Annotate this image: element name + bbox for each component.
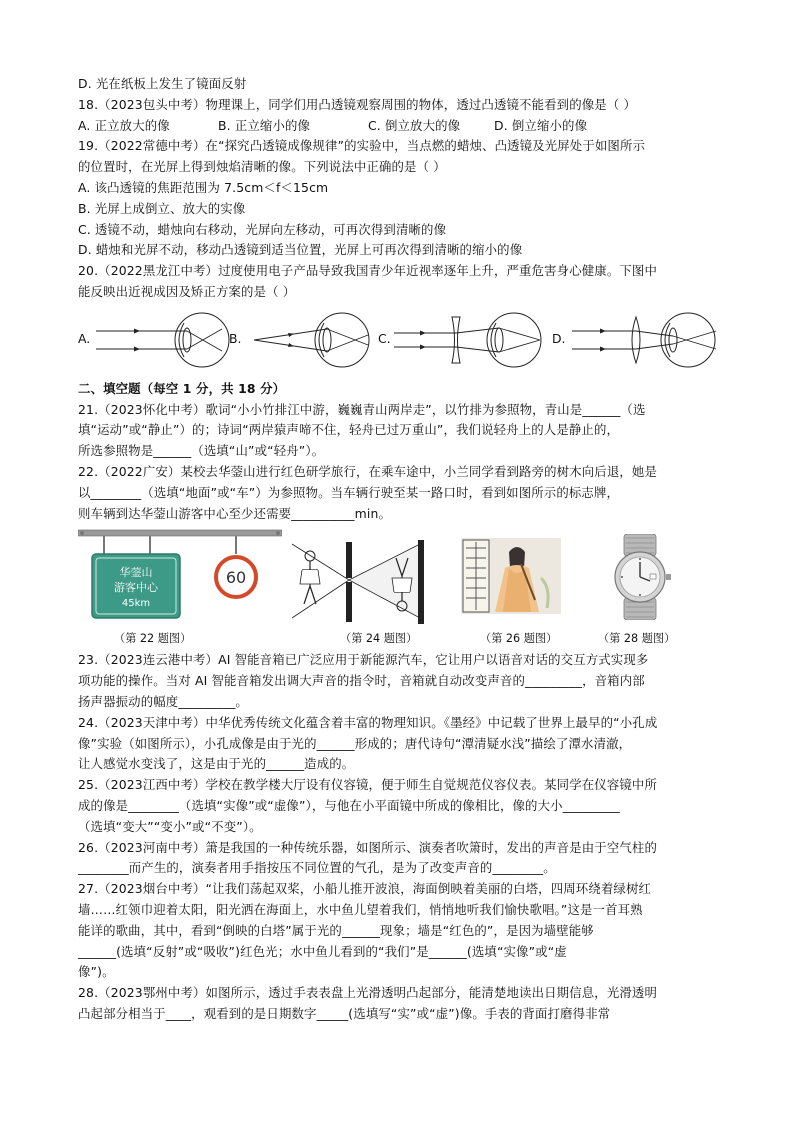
q18-option-a: A. 正立放大的像 bbox=[78, 117, 170, 133]
q24-line-2: 像”实验（如图所示），小孔成像是由于光的______形成的；唐代诗句“潭清疑水浅”描绘了潭水清澈， bbox=[78, 735, 632, 751]
caption-fig-24: （第 24 题图） bbox=[340, 632, 418, 646]
xiao-player-figure bbox=[461, 538, 561, 614]
q22-line-1: 22.（2022广安）某校去华蓥山进行红色研学旅行，在乘车途中，小兰同学看到路旁的树木向后退，她是 bbox=[78, 463, 657, 479]
pinhole-figure bbox=[290, 538, 426, 626]
q27-line-2: 墙……红领巾迎着太阳，阳光洒在海面上，水中鱼儿望着我们，悄悄地听我们愉快歌唱。”这是一首耳熟 bbox=[78, 901, 643, 917]
q22-line-3: 则车辆到达华蓥山游客中心至少还需要__________min。 bbox=[78, 505, 391, 521]
q19-stem-2: 的位置时，在光屏上得到烛焰清晰的像。下列说法中正确的是（ ） bbox=[78, 159, 446, 175]
q19-option-c: C. 透镜不动，蜡烛向右移动，光屏向左移动，可再次得到清晰的像 bbox=[78, 221, 447, 237]
q23-line-2: 项功能的操作。当对 AI 智能音箱发出调大声音的指令时，音箱就自动改变声音的_________，音箱内部 bbox=[78, 673, 645, 689]
q19-stem-1: 19.（2022常德中考）在“探究凸透镜成像规律”的实验中，当点燃的蜡烛、凸透镜及光屏处于如图所示 bbox=[78, 138, 646, 154]
q23-line-3: 扬声器振动的幅度_________。 bbox=[78, 693, 248, 709]
q28-line-2: 凸起部分相当于____，观看到的是日期数字_____(选填写“实”或“虚”)像。手表的背面打磨得非常 bbox=[78, 1005, 611, 1021]
q18-option-d: D. 倒立缩小的像 bbox=[494, 117, 588, 133]
q19-option-d: D. 蜡烛和光屏不动，移动凸透镜到适当位置，光屏上可再次得到清晰的缩小的像 bbox=[78, 242, 523, 258]
caption-fig-26: （第 26 题图） bbox=[480, 632, 558, 646]
q25-line-2: 成的像是________（选填“实像”或“虚像”），与他在小平面镜中所成的像相比，像的大小_________ bbox=[78, 797, 620, 813]
q25-line-3: （选填“变大”“变小”或“不变”）。 bbox=[78, 818, 262, 834]
q21-line-1: 21.（2023怀化中考）歌词“小小竹排江中游，巍巍青山两岸走”，以竹排为参照物，青山是______（选 bbox=[78, 401, 646, 417]
q18-options bbox=[78, 116, 718, 137]
q27-line-3: 能详的歌曲，其中，看到“倒映的白塔”属于光的______现象；墙是“红色的”，是因为墙壁能够 bbox=[78, 922, 594, 938]
q19-option-b: B. 光屏上成倒立、放大的实像 bbox=[78, 200, 246, 216]
section-2-heading: 二、填空题（每空 1 分，共 18 分） bbox=[78, 380, 286, 396]
q28-line-1: 28.（2023鄂州中考）如图所示，透过手表表盘上光滑透明凸起部分，能清楚地读出日期信息，光滑透明 bbox=[78, 985, 657, 1001]
eye-diagram-a bbox=[94, 309, 232, 371]
q18-stem: 18.（2023包头中考）物理课上，同学们用凸透镜观察周围的物体，透过凸透镜不能看到的像是（ ） bbox=[78, 96, 637, 112]
q18-option-c: C. 倒立放大的像 bbox=[368, 117, 461, 133]
sign-line-1: 华蓥山 bbox=[119, 566, 153, 580]
q19-option-a: A. 该凸透镜的焦距范围为 7.5cm＜f＜15cm bbox=[78, 179, 329, 195]
caption-fig-28: （第 28 题图） bbox=[598, 632, 676, 646]
q20-stem-2: 能反映出近视成因及矫正方案的是（ ） bbox=[78, 283, 296, 299]
eye-diagram-c bbox=[392, 309, 542, 371]
q21-line-2: 填“运动”或“静止”）的；诗词“两岸猿声啼不住，轻舟已过万重山”，我们说轻舟上的人是静止的， bbox=[78, 422, 620, 438]
q22-line-2: 以________（选填“地面”或“车”）为参照物。当车辆行驶至某一路口时，看到如图所示的标志牌， bbox=[78, 484, 620, 500]
eye-label-d: D. bbox=[552, 330, 566, 346]
wristwatch-figure bbox=[602, 534, 678, 620]
q26-line-1: 26.（2023河南中考）箫是我国的一种传统乐器，如图所示、演奏者吹箫时，发出的声音是由于空气柱的 bbox=[78, 839, 657, 855]
q27-line-5: 像”)。 bbox=[78, 964, 115, 980]
figures-row bbox=[78, 528, 718, 646]
eye-label-a: A. bbox=[78, 330, 91, 346]
caption-fig-22: （第 22 题图） bbox=[114, 632, 192, 646]
q26-line-2: ________而产生的，演奏者用手指按压不同位置的气孔，是为了改变声音的________。 bbox=[78, 860, 556, 876]
eye-diagram-b bbox=[250, 309, 370, 371]
exam-page bbox=[78, 74, 718, 1025]
q24-line-1: 24.（2023天津中考）中华优秀传统文化蕴含着丰富的物理知识。《墨经》中记载了世界上最早的“小孔成 bbox=[78, 714, 658, 730]
q20-stem-1: 20.（2022黑龙江中考）过度使用电子产品导致我国青少年近视率逐年上升，严重危害身心健康。下图中 bbox=[78, 263, 657, 279]
eye-label-b: B. bbox=[229, 330, 242, 346]
q27-line-4: ______(选填“反射”或“吸收”)红色光；水中鱼儿看到的“我们”是______(选填“实像”或“虚 bbox=[78, 943, 567, 959]
speed-limit-value: 60 bbox=[225, 568, 247, 588]
eye-diagrams bbox=[78, 309, 718, 371]
q25-line-1: 25.（2023江西中考）学校在教学楼大厅设有仪容镜，便于师生自觉规范仪容仪表。某同学在仪容镜中所 bbox=[78, 777, 657, 793]
road-sign-figure bbox=[78, 528, 282, 626]
q17-option-d: D. 光在纸板上发生了镜面反射 bbox=[78, 76, 247, 91]
q23-line-1: 23.（2023连云港中考）AI 智能音箱已广泛应用于新能源汽车，它让用户以语音对话的交互方式实现多 bbox=[78, 652, 649, 668]
q18-option-b: B. 正立缩小的像 bbox=[218, 117, 311, 133]
sign-line-2: 游客中心 bbox=[114, 581, 158, 595]
sign-line-3: 45km bbox=[121, 598, 151, 610]
eye-diagram-d bbox=[570, 309, 718, 371]
q21-line-3: 所选参照物是______（选填“山”或“轻舟”）。 bbox=[78, 443, 325, 459]
eye-label-c: C. bbox=[378, 330, 391, 346]
q27-line-1: 27.（2023烟台中考）“让我们荡起双桨，小船儿推开波浪，海面倒映着美丽的白塔，四周环绕着绿树红 bbox=[78, 881, 652, 897]
q24-line-3: 让人感觉水变浅了，这是由于光的______造成的。 bbox=[78, 756, 355, 772]
